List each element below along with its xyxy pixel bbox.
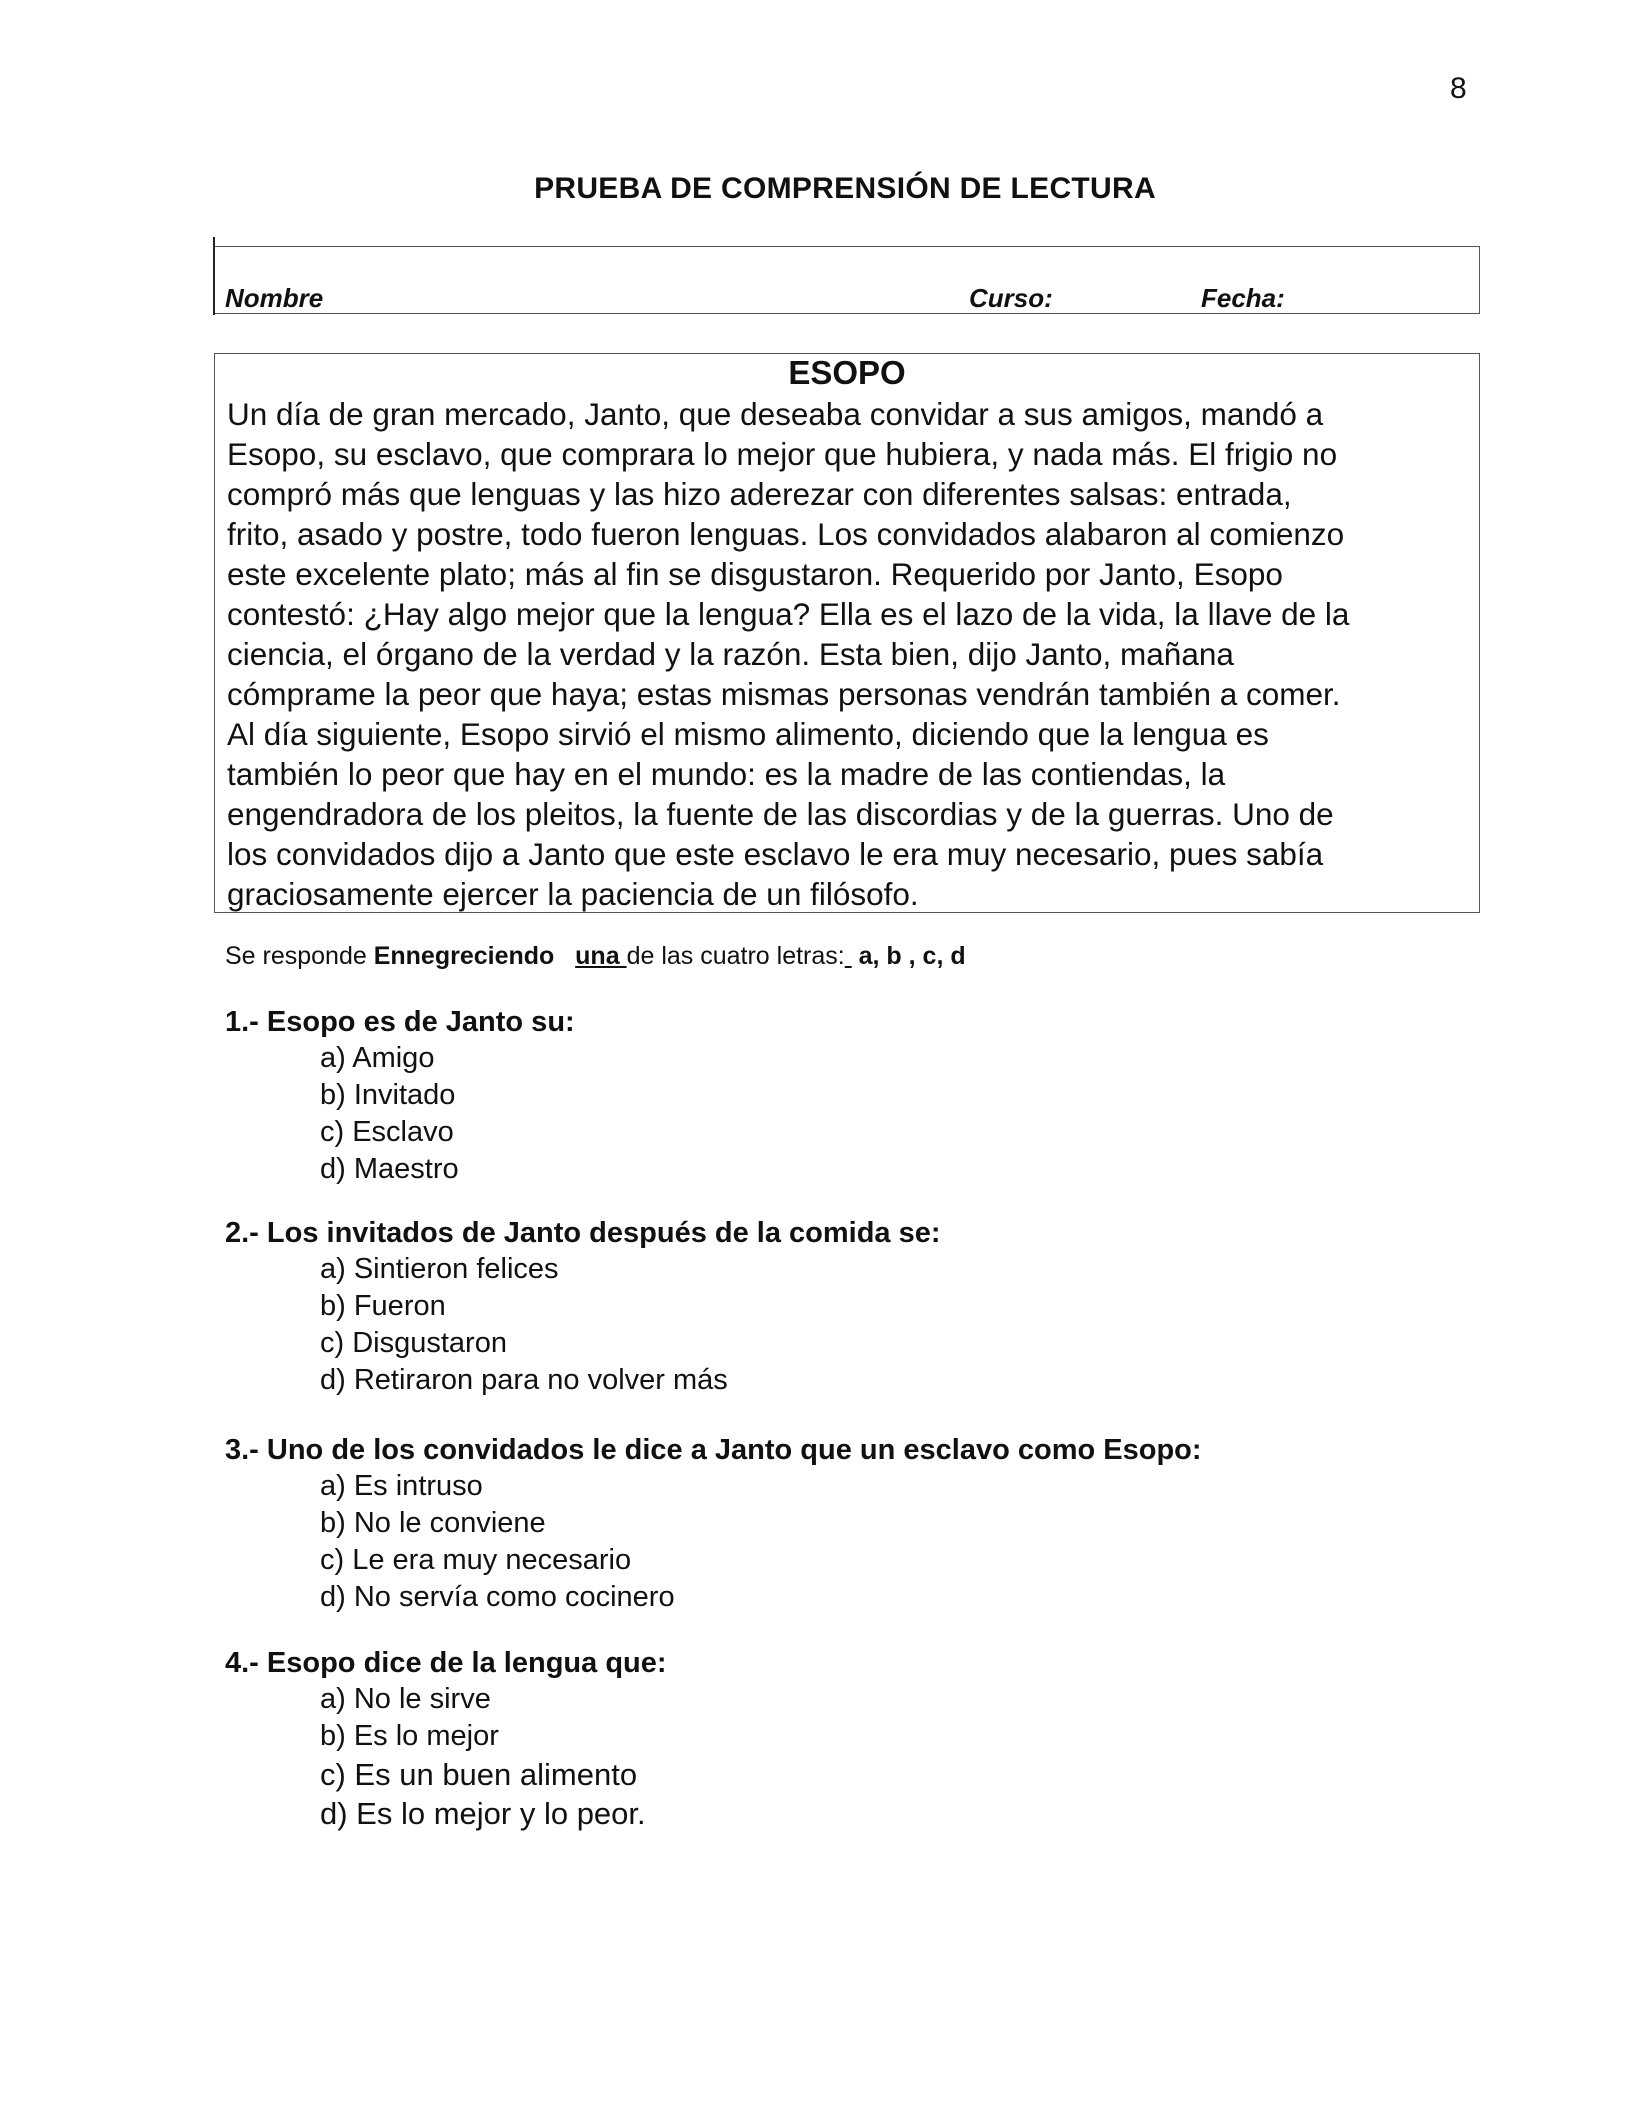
- fecha-label: Fecha:: [1201, 283, 1285, 313]
- story-box: [214, 353, 1480, 913]
- instructions-text: de las cuatro letras:: [626, 942, 845, 970]
- story-line: los convidados dijo a Janto que este esclavo le era muy necesario, pues sabía: [227, 836, 1324, 872]
- option-d[interactable]: d) No servía como cocinero: [320, 1581, 675, 1613]
- instructions-text: Se responde: [225, 942, 374, 970]
- story-line: engendradora de los pleitos, la fuente de las discordias y de la guerras. Uno de: [227, 796, 1334, 832]
- options-list: [320, 1251, 941, 1399]
- story-text: [227, 394, 1472, 914]
- story-title: ESOPO: [788, 354, 906, 391]
- option-d[interactable]: d) Retiraron para no volver más: [320, 1364, 728, 1396]
- story-line: Un día de gran mercado, Janto, que deseaba convidar a sus amigos, mandó a: [227, 396, 1324, 432]
- options-list: [320, 1040, 575, 1188]
- story-line: frito, asado y postre, todo fueron lenguas. Los convidados alabaron al comienzo: [227, 516, 1345, 552]
- option-c[interactable]: c) Esclavo: [320, 1116, 454, 1148]
- option-a[interactable]: a) Amigo: [320, 1042, 435, 1074]
- story-line: graciosamente ejercer la paciencia de un filósofo.: [227, 876, 919, 912]
- story-line: compró más que lenguas y las hizo aderezar con diferentes salsas: entrada,: [227, 476, 1292, 512]
- instructions-emphasis: una: [575, 942, 627, 970]
- option-b[interactable]: b) Invitado: [320, 1079, 456, 1111]
- options-list: [320, 1681, 667, 1833]
- option-d[interactable]: d) Es lo mejor y lo peor.: [320, 1796, 646, 1831]
- story-line: también lo peor que hay en el mundo: es la madre de las contiendas, la: [227, 756, 1226, 792]
- instructions-letters-underline: [845, 942, 852, 970]
- option-c[interactable]: c) Es un buen alimento: [320, 1757, 638, 1792]
- option-b[interactable]: b) Fueron: [320, 1290, 446, 1322]
- student-info-box: [214, 246, 1480, 314]
- option-c[interactable]: c) Disgustaron: [320, 1327, 507, 1359]
- option-c[interactable]: c) Le era muy necesario: [320, 1544, 632, 1576]
- story-line: Esopo, su esclavo, que comprara lo mejor que hubiera, y nada más. El frigio no: [227, 436, 1338, 472]
- option-b[interactable]: b) Es lo mejor: [320, 1720, 499, 1752]
- option-d[interactable]: d) Maestro: [320, 1153, 459, 1185]
- story-line: contestó: ¿Hay algo mejor que la lengua? Ella es el lazo de la vida, la llave de la: [227, 596, 1350, 632]
- question-1: [225, 1004, 575, 1188]
- option-a[interactable]: a) Es intruso: [320, 1470, 483, 1502]
- story-line: ciencia, el órgano de la verdad y la razón. Esta bien, dijo Janto, mañana: [227, 636, 1234, 672]
- instructions-keyword: Ennegreciendo: [373, 942, 555, 970]
- option-b[interactable]: b) No le conviene: [320, 1507, 546, 1539]
- page-number: 8: [1450, 72, 1467, 105]
- nombre-label: Nombre: [225, 283, 324, 313]
- story-line: cómprame la peor que haya; estas mismas personas vendrán también a comer.: [227, 676, 1341, 712]
- page-title: PRUEBA DE COMPRENSIÓN DE LECTURA: [534, 172, 1156, 205]
- options-list: [320, 1468, 1202, 1616]
- question-text: 3.- Uno de los convidados le dice a Janto que un esclavo como Esopo:: [225, 1434, 1202, 1466]
- story-line: este excelente plato; más al fin se disgustaron. Requerido por Janto, Esopo: [227, 556, 1283, 592]
- instructions-spacer: [554, 942, 575, 970]
- question-text: 2.- Los invitados de Janto después de la comida se:: [225, 1217, 941, 1249]
- option-a[interactable]: a) Sintieron felices: [320, 1253, 559, 1285]
- instructions: [225, 942, 966, 971]
- instructions-letters: a, b , c, d: [851, 942, 966, 970]
- box-edge-mark: [213, 237, 215, 315]
- option-a[interactable]: a) No le sirve: [320, 1683, 491, 1715]
- question-3: [225, 1432, 1202, 1616]
- question-text: 1.- Esopo es de Janto su:: [225, 1006, 575, 1038]
- story-line: Al día siguiente, Esopo sirvió el mismo alimento, diciendo que la lengua es: [227, 716, 1269, 752]
- question-4: [225, 1645, 667, 1833]
- question-2: [225, 1215, 941, 1399]
- curso-label: Curso:: [969, 283, 1053, 313]
- question-text: 4.- Esopo dice de la lengua que:: [225, 1647, 667, 1679]
